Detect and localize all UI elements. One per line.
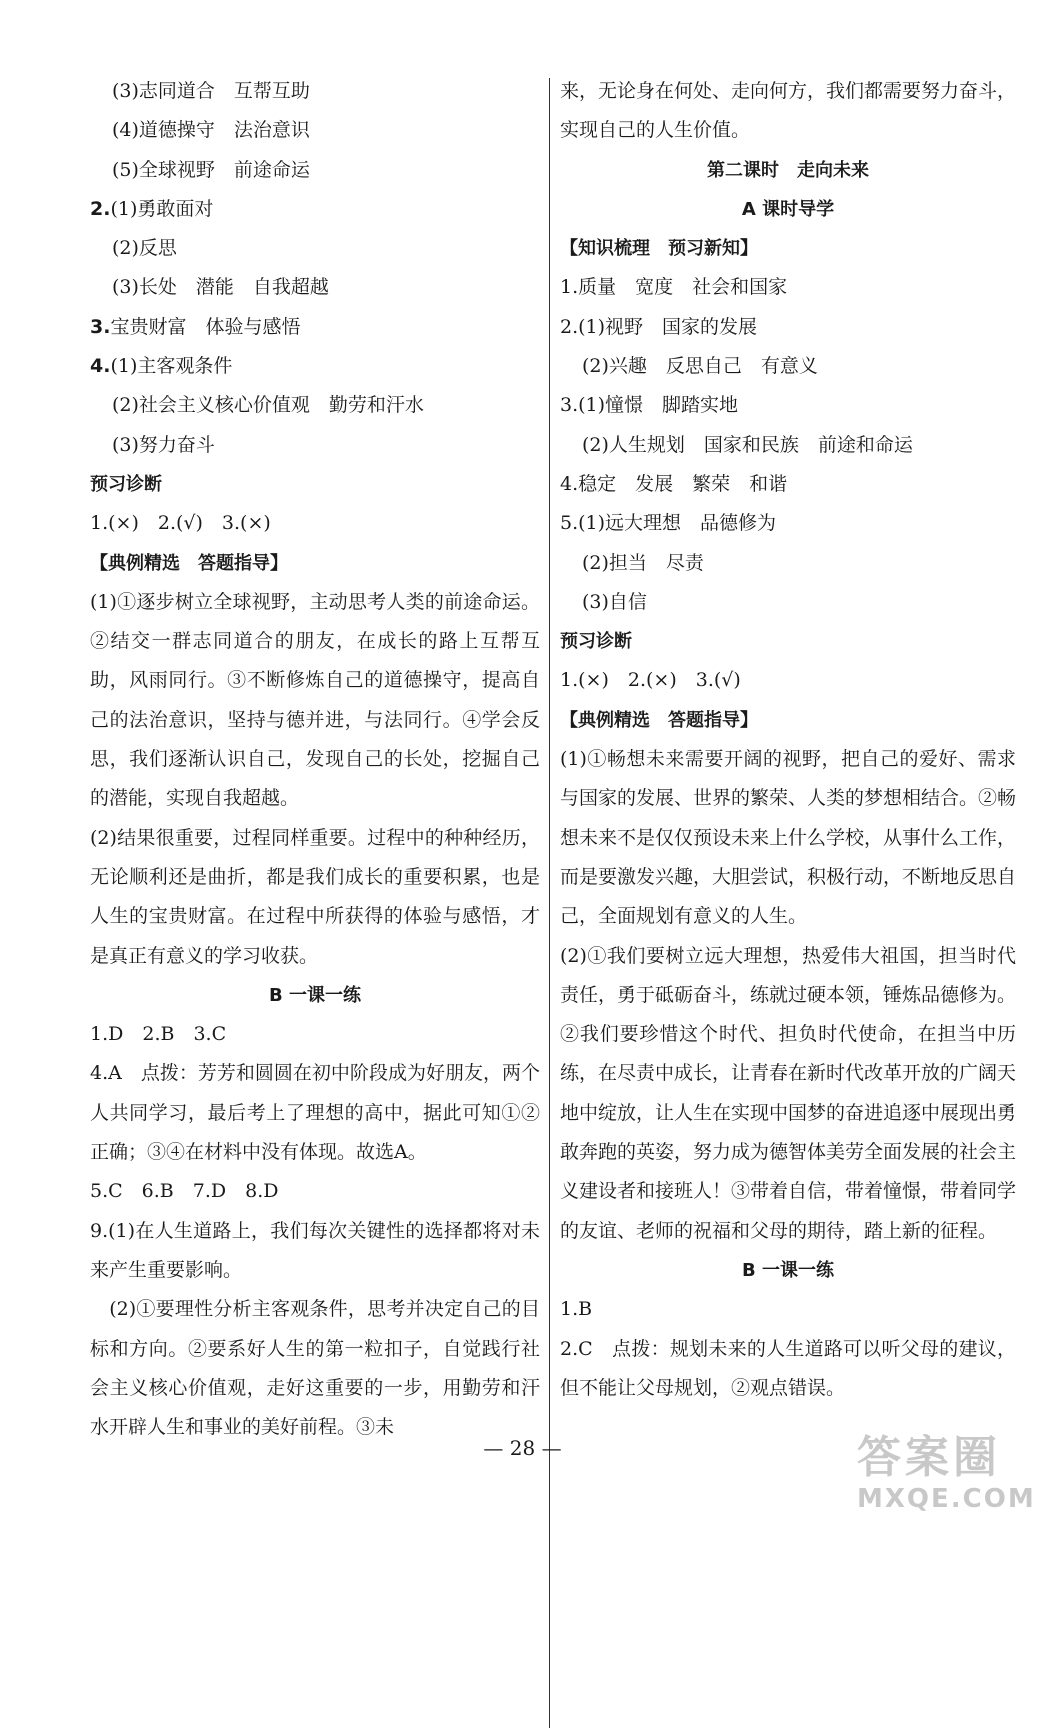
right-line-10: 5.(1)远大理想 品德修为 bbox=[560, 512, 777, 535]
right-line-16: (1)①畅想未来需要开阔的视野，把自己的爱好、需求与国家的发展、世界的繁荣、人类的梦想相结合。②畅想未来不是仅仅预设未来上什么学校，从事什么工作，而是要激发兴趣，大胆尝试，积极行动，不断地反思自己，全面规划有意义的人生。 bbox=[560, 748, 1017, 928]
right-column bbox=[560, 72, 1016, 1408]
left-line-18: 5.C 6.B 7.D 8.D bbox=[90, 1180, 279, 1203]
right-line-6: (2)兴趣 反思自己 有意义 bbox=[582, 355, 818, 378]
right-line-13: 预习诊断 bbox=[560, 631, 632, 653]
left-line-14: (2)结果很重要，过程同样重要。过程中的种种经历，无论顺利还是曲折，都是我们成长的重要积累，也是人生的宝贵财富。在过程中所获得的体验与感悟，才是真正有意义的学习收获。 bbox=[90, 826, 540, 967]
item-number: 4. bbox=[90, 355, 111, 378]
right-line-20: 2.C 点拨：规划未来的人生道路可以听父母的建议，但不能让父母规划，②观点错误。 bbox=[560, 1337, 1016, 1399]
left-line-10: 预习诊断 bbox=[90, 473, 162, 495]
left-line-6 bbox=[90, 308, 540, 347]
right-line-19: 1.B bbox=[560, 1298, 593, 1321]
left-line-19: 9.(1)在人生道路上，我们每次关键性的选择都将对未来产生重要影响。 bbox=[90, 1219, 540, 1281]
left-line-7 bbox=[90, 347, 540, 386]
right-line-8: (2)人生规划 国家和民族 前途和命运 bbox=[582, 433, 913, 456]
item-text: (1)勇敢面对 bbox=[110, 197, 214, 220]
left-column bbox=[90, 72, 540, 1447]
item-text: 宝贵财富 体验与感悟 bbox=[110, 315, 301, 338]
item-text: (1)主客观条件 bbox=[110, 355, 233, 378]
right-line-2: A 课时导学 bbox=[741, 198, 835, 220]
right-line-14: 1.(×) 2.(×) 3.(√) bbox=[560, 669, 741, 692]
right-line-7: 3.(1)憧憬 脚踏实地 bbox=[560, 394, 739, 417]
right-line-0: 来，无论身在何处、走向何方，我们都需要努力奋斗，实现自己的人生价值。 bbox=[560, 80, 1017, 142]
right-line-18: B 一课一练 bbox=[742, 1259, 834, 1281]
left-line-15: B 一课一练 bbox=[269, 984, 361, 1006]
left-line-5: (3)长处 潜能 自我超越 bbox=[112, 276, 329, 299]
left-line-16: 1.D 2.B 3.C bbox=[90, 1023, 227, 1046]
left-line-9: (3)努力奋斗 bbox=[112, 433, 215, 456]
right-line-12: (3)自信 bbox=[582, 590, 647, 613]
left-line-11: 1.(×) 2.(√) 3.(×) bbox=[90, 512, 271, 535]
left-line-3 bbox=[90, 190, 540, 229]
right-line-1: 第二课时 走向未来 bbox=[707, 159, 869, 181]
right-line-4: 1.质量 宽度 社会和国家 bbox=[560, 276, 788, 299]
right-line-9: 4.稳定 发展 繁荣 和谐 bbox=[560, 472, 788, 495]
watermark-logo bbox=[857, 1432, 1036, 1528]
right-line-3: 【知识梳理 预习新知】 bbox=[560, 238, 758, 260]
column-divider bbox=[549, 78, 550, 1728]
left-line-13: (1)①逐步树立全球视野，主动思考人类的前途命运。②结交一群志同道合的朋友，在成长的路上互帮互助，风雨同行。③不断修炼自己的道德操守，提高自己的法治意识，坚持与德并进，与法同行。④学会反思，我们逐渐认识自己，发现自己的长处，挖掘自己的潜能，实现自我超越。 bbox=[90, 590, 540, 810]
left-line-1: (4)道德操守 法治意识 bbox=[112, 119, 310, 142]
left-line-0: (3)志同道合 互帮互助 bbox=[112, 80, 310, 102]
right-line-15: 【典例精选 答题指导】 bbox=[560, 709, 758, 731]
item-number: 3. bbox=[90, 315, 111, 338]
right-line-11: (2)担当 尽责 bbox=[582, 551, 704, 574]
page-number: — 28 — bbox=[483, 1436, 562, 1460]
left-line-20: (2)①要理性分析主客观条件，思考并决定自己的目标和方向。②要系好人生的第一粒扣子，自觉践行社会主义核心价值观，走好这重要的一步，用勤劳和汗水开辟人生和事业的美好前程。③未 bbox=[90, 1298, 540, 1439]
left-line-4: (2)反思 bbox=[112, 237, 177, 260]
item-number: 2. bbox=[90, 197, 111, 220]
left-line-12: 【典例精选 答题指导】 bbox=[90, 552, 288, 574]
right-line-17: (2)①我们要树立远大理想，热爱伟大祖国，担当时代责任，勇于砥砺奋斗，练就过硬本领，锤炼品德修为。②我们要珍惜这个时代、担负时代使命，在担当中历练，在尽责中成长，让青春在新时代改革开放的广阔天地中绽放，让人生在实现中国梦的奋进追逐中展现出勇敢奔跑的英姿，努力成为德智体美劳全面发展的社会主义建设者和接班人！③带着自信，带着憧憬，带着同学的友谊、老师的祝福和父母的期待，踏上新的征程。 bbox=[560, 944, 1017, 1242]
watermark-url: MXQE.COM bbox=[857, 1484, 1036, 1514]
right-line-5: 2.(1)视野 国家的发展 bbox=[560, 315, 758, 338]
left-line-17: 4.A 点拨：芳芳和圆圆在初中阶段成为好朋友，两个人共同学习，最后考上了理想的高中，据此可知①②正确；③④在材料中没有体现。故选A。 bbox=[90, 1062, 540, 1164]
left-line-2: (5)全球视野 前途命运 bbox=[112, 158, 310, 181]
left-line-8: (2)社会主义核心价值观 勤劳和汗水 bbox=[112, 394, 424, 417]
watermark-text: 答案圈 bbox=[857, 1432, 1001, 1483]
